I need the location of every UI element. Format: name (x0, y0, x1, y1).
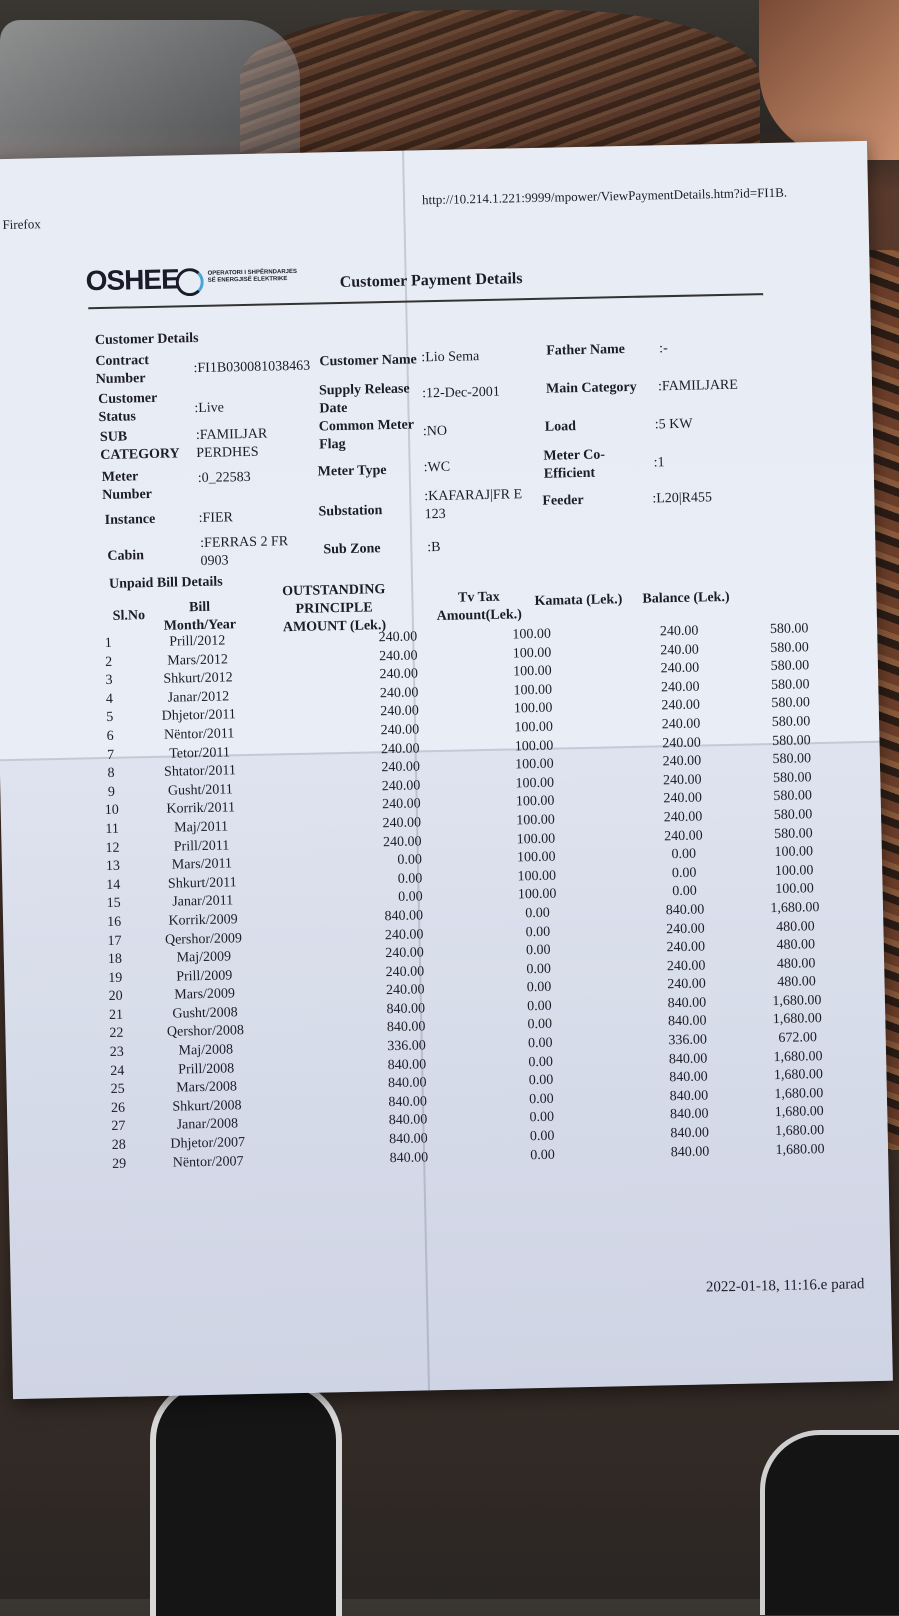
row-balance: 580.00 (772, 751, 812, 768)
row-outstanding: 240.00 (378, 629, 418, 646)
row-kamata: 840.00 (669, 1069, 708, 1086)
row-kamata: 840.00 (668, 1051, 708, 1067)
meter-number-value: :0_22583 (197, 469, 251, 487)
row-kamata: 840.00 (665, 902, 705, 919)
row-slno: 28 (111, 1137, 126, 1153)
row-slno: 2 (105, 654, 113, 670)
row-balance: 1,680.00 (773, 1067, 824, 1084)
row-month: Janar/2012 (167, 689, 230, 706)
row-tvtax: 100.00 (516, 831, 556, 847)
row-outstanding: 240.00 (380, 740, 420, 757)
row-balance: 480.00 (776, 955, 816, 972)
row-slno: 18 (107, 951, 123, 968)
row-slno: 25 (110, 1081, 125, 1098)
row-tvtax: 0.00 (527, 1017, 553, 1033)
row-kamata: 240.00 (667, 976, 706, 993)
supply-release-value: :12-Dec-2001 (421, 384, 501, 402)
load-value: :5 KW (654, 416, 693, 433)
row-slno: 26 (110, 1100, 126, 1116)
row-kamata: 240.00 (660, 679, 700, 696)
load-label: Load (544, 419, 577, 435)
row-month: Maj/2008 (178, 1042, 234, 1059)
row-month: Korrik/2011 (166, 800, 236, 818)
row-outstanding: 240.00 (379, 666, 419, 683)
row-tvtax: 0.00 (527, 998, 552, 1015)
customer-status-value: :Live (194, 400, 225, 417)
customer-name-label: Customer Name (319, 352, 417, 370)
row-slno: 3 (105, 673, 113, 689)
row-slno: 14 (106, 877, 121, 893)
print-timestamp: 2022-01-18, 11:16.e parad (705, 1276, 865, 1296)
background-shoe-left (150, 1380, 342, 1616)
row-kamata: 240.00 (666, 939, 706, 956)
row-month: Mars/2009 (174, 986, 236, 1003)
row-balance: 580.00 (771, 714, 811, 731)
row-balance: 1,680.00 (772, 1011, 822, 1028)
row-kamata: 0.00 (671, 846, 697, 863)
row-month: Mars/2012 (167, 652, 229, 669)
row-balance: 580.00 (774, 825, 813, 842)
row-balance: 1,680.00 (775, 1141, 825, 1158)
row-month: Dhjetor/2007 (170, 1135, 246, 1152)
row-month: Mars/2011 (171, 856, 233, 873)
row-tvtax: 0.00 (525, 924, 551, 940)
row-month: Shkurt/2012 (163, 670, 233, 687)
row-kamata: 336.00 (668, 1032, 708, 1049)
col-header-outstanding: OUTSTANDING PRINCIPLE AMOUNT (Lek.) (281, 582, 387, 636)
row-kamata: 240.00 (662, 772, 702, 789)
row-balance: 1,680.00 (773, 1048, 823, 1065)
row-outstanding: 240.00 (381, 778, 421, 794)
row-slno: 27 (111, 1119, 126, 1135)
row-tvtax: 0.00 (526, 979, 552, 996)
row-outstanding: 840.00 (387, 1075, 427, 1092)
row-slno: 21 (108, 1007, 124, 1023)
row-balance: 1,680.00 (774, 1085, 824, 1102)
row-tvtax: 0.00 (525, 905, 550, 922)
father-name-value: :- (659, 341, 668, 357)
unpaid-bill-heading: Unpaid Bill Details (108, 574, 223, 592)
row-outstanding: 840.00 (389, 1149, 429, 1166)
row-slno: 9 (107, 784, 116, 800)
row-month: Qershor/2009 (164, 930, 243, 948)
row-outstanding: 240.00 (385, 964, 425, 980)
row-balance: 580.00 (770, 677, 810, 693)
row-balance: 480.00 (777, 974, 816, 991)
row-month: Prill/2011 (173, 837, 230, 855)
row-kamata: 240.00 (664, 828, 703, 844)
row-slno: 11 (105, 821, 120, 837)
row-outstanding: 240.00 (382, 815, 422, 832)
row-kamata: 840.00 (669, 1088, 709, 1105)
row-month: Korrik/2009 (168, 912, 238, 929)
row-month: Prill/2012 (169, 633, 226, 650)
row-kamata: 840.00 (667, 995, 707, 1012)
row-kamata: 240.00 (665, 920, 705, 937)
row-tvtax: 0.00 (529, 1128, 555, 1145)
meter-type-label: Meter Type (317, 463, 387, 480)
row-outstanding: 840.00 (389, 1131, 428, 1148)
row-outstanding: 0.00 (398, 889, 423, 906)
row-month: Gusht/2011 (167, 782, 233, 799)
row-month: Prill/2009 (176, 968, 233, 985)
row-outstanding: 240.00 (384, 926, 424, 943)
row-outstanding: 840.00 (384, 908, 424, 925)
row-month: Dhjetor/2011 (161, 707, 237, 725)
row-slno: 6 (106, 728, 114, 744)
row-tvtax: 100.00 (515, 756, 554, 773)
row-month: Shtator/2011 (163, 763, 237, 780)
row-kamata: 240.00 (659, 623, 699, 640)
col-header-month: Bill Month/Year (163, 599, 237, 634)
row-slno: 12 (105, 840, 120, 856)
row-tvtax: 100.00 (513, 682, 553, 699)
row-kamata: 240.00 (662, 735, 701, 751)
row-slno: 1 (104, 635, 112, 651)
row-kamata: 240.00 (661, 716, 701, 733)
row-balance: 580.00 (771, 695, 811, 712)
row-outstanding: 240.00 (378, 648, 418, 664)
background-shoe-right (760, 1430, 899, 1615)
row-slno: 13 (105, 858, 121, 875)
row-balance: 1,680.00 (774, 1104, 824, 1121)
row-slno: 29 (112, 1156, 127, 1172)
row-kamata: 240.00 (661, 697, 701, 714)
sub-zone-label: Sub Zone (323, 541, 381, 558)
row-outstanding: 840.00 (386, 1019, 426, 1036)
row-balance: 100.00 (775, 881, 814, 898)
common-meter-value: :NO (422, 423, 448, 440)
col-header-balance: Balance (Lek.) (642, 589, 730, 607)
logo-mark-icon (175, 268, 204, 297)
row-kamata: 0.00 (671, 865, 697, 881)
col-header-slno: Sl.No (112, 608, 146, 624)
row-month: Qershor/2008 (166, 1023, 245, 1041)
col-header-kamata: Kamata (Lek.) (534, 592, 623, 609)
row-slno: 4 (105, 691, 114, 707)
instance-label: Instance (104, 511, 156, 528)
customer-status-label: Customer Status (98, 390, 158, 426)
logo-text: OSHEE (85, 263, 180, 297)
row-tvtax: 0.00 (529, 1091, 554, 1108)
row-slno: 22 (109, 1026, 124, 1042)
feeder-label: Feeder (542, 492, 584, 509)
meter-number-label: Meter Number (101, 469, 153, 504)
sub-zone-value: :B (427, 539, 441, 556)
row-outstanding: 240.00 (382, 833, 422, 850)
row-month: Tetor/2011 (169, 744, 231, 762)
meter-coefficient-value: :1 (653, 455, 665, 471)
row-month: Maj/2011 (174, 819, 229, 836)
row-tvtax: 0.00 (526, 961, 552, 977)
main-category-value: :FAMILJARE (657, 377, 739, 395)
row-month: Maj/2009 (176, 949, 232, 966)
page-url: http://10.214.1.221:9999/mpower/ViewPaymentDetails.htm?id=FI1B. (421, 184, 788, 208)
row-month: Nëntor/2007 (172, 1153, 244, 1171)
row-slno: 24 (110, 1063, 125, 1079)
row-month: Shkurt/2008 (172, 1098, 242, 1115)
row-balance: 480.00 (776, 937, 816, 954)
row-outstanding: 240.00 (381, 759, 421, 776)
row-outstanding: 240.00 (380, 703, 419, 720)
row-kamata: 240.00 (666, 958, 706, 974)
row-outstanding: 840.00 (386, 1001, 426, 1018)
row-tvtax: 100.00 (515, 775, 555, 792)
row-tvtax: 100.00 (515, 793, 555, 810)
sub-category-label: SUB CATEGORY (99, 429, 180, 464)
father-name-label: Father Name (546, 342, 626, 359)
row-balance: 580.00 (769, 621, 809, 638)
meter-coefficient-label: Meter Co-Efficient (543, 447, 606, 482)
row-tvtax: 100.00 (513, 701, 553, 717)
row-kamata: 240.00 (663, 790, 703, 807)
row-balance: 580.00 (770, 639, 809, 656)
feeder-value: :L20|R455 (652, 490, 713, 507)
row-balance: 580.00 (772, 769, 812, 786)
row-outstanding: 0.00 (397, 871, 423, 887)
row-tvtax: 100.00 (512, 626, 552, 643)
row-outstanding: 240.00 (380, 722, 420, 739)
row-tvtax: 0.00 (530, 1147, 555, 1163)
row-outstanding: 840.00 (388, 1094, 428, 1110)
row-tvtax: 0.00 (528, 1072, 554, 1089)
sub-category-value: :FAMILJAR PERDHES (195, 426, 268, 462)
row-slno: 15 (106, 896, 121, 912)
row-month: Shkurt/2011 (167, 875, 237, 892)
main-category-label: Main Category (545, 379, 637, 397)
row-slno: 10 (104, 803, 119, 819)
unpaid-bills-table (79, 620, 855, 1175)
common-meter-label: Common Meter Flag (318, 417, 414, 453)
row-kamata: 240.00 (660, 660, 700, 677)
row-kamata: 840.00 (670, 1125, 710, 1142)
row-kamata: 240.00 (660, 642, 699, 658)
row-slno: 5 (106, 710, 114, 726)
printed-page (0, 141, 893, 1399)
row-balance: 580.00 (770, 658, 810, 675)
row-slno: 16 (106, 914, 122, 930)
meter-type-value: :WC (423, 459, 451, 476)
row-balance: 672.00 (778, 1030, 818, 1047)
row-balance: 580.00 (773, 807, 813, 823)
row-slno: 20 (108, 988, 123, 1005)
row-month: Janar/2011 (172, 893, 234, 910)
background-hand (759, 0, 899, 160)
row-balance: 1,680.00 (772, 992, 822, 1009)
contract-number-value: :FI1B030081038463 (193, 358, 311, 377)
substation-value: :KAFARAJ|FR E 123 (424, 487, 523, 523)
row-month: Gusht/2008 (172, 1005, 238, 1022)
browser-label: Firefox (2, 216, 41, 233)
customer-name-value: :Lio Sema (421, 349, 480, 366)
row-kamata: 840.00 (667, 1013, 707, 1030)
row-slno: 8 (107, 765, 115, 782)
row-month: Mars/2008 (176, 1079, 238, 1096)
row-balance: 100.00 (774, 862, 814, 879)
row-tvtax: 100.00 (513, 663, 552, 680)
row-tvtax: 100.00 (516, 849, 556, 866)
row-month: Janar/2008 (176, 1116, 239, 1134)
row-outstanding: 0.00 (397, 852, 423, 869)
row-outstanding: 840.00 (387, 1057, 427, 1073)
row-tvtax: 0.00 (529, 1110, 555, 1126)
row-outstanding: 240.00 (385, 945, 424, 962)
supply-release-label: Supply Release Date (318, 381, 410, 417)
contract-number-label: Contract Number (95, 353, 150, 388)
row-balance: 1,680.00 (774, 1123, 825, 1140)
row-balance: 580.00 (772, 732, 811, 749)
row-month: Prill/2008 (178, 1061, 235, 1078)
logo-tagline: OPERATORI I SHPËRNDARJES SË ENERGJISË ELEKTRIKE (207, 268, 298, 284)
row-slno: 23 (109, 1044, 124, 1061)
row-kamata: 840.00 (669, 1106, 709, 1123)
instance-value: :FIER (198, 510, 234, 526)
row-kamata: 840.00 (670, 1144, 710, 1160)
row-outstanding: 240.00 (382, 796, 421, 813)
row-balance: 100.00 (774, 844, 814, 861)
row-outstanding: 240.00 (385, 982, 425, 999)
row-tvtax: 100.00 (514, 719, 554, 736)
row-tvtax: 100.00 (512, 645, 552, 662)
row-slno: 7 (106, 747, 115, 763)
row-tvtax: 100.00 (517, 868, 557, 885)
row-tvtax: 100.00 (516, 812, 555, 829)
row-tvtax: 0.00 (527, 1035, 553, 1052)
col-header-tvtax: Tv Tax Amount(Lek.) (436, 589, 523, 625)
row-tvtax: 0.00 (525, 942, 551, 959)
substation-label: Substation (318, 503, 383, 520)
row-kamata: 0.00 (672, 883, 698, 900)
row-balance: 480.00 (775, 918, 815, 935)
row-kamata: 240.00 (662, 753, 702, 770)
row-outstanding: 840.00 (388, 1112, 428, 1129)
customer-details-heading: Customer Details (94, 330, 199, 349)
page-title: Customer Payment Details (339, 270, 523, 291)
cabin-value: :FERRAS 2 FR 0903 (200, 534, 289, 569)
row-outstanding: 240.00 (379, 685, 419, 702)
row-tvtax: 100.00 (517, 886, 557, 903)
row-tvtax: 100.00 (514, 738, 554, 754)
row-tvtax: 0.00 (528, 1054, 554, 1070)
row-balance: 580.00 (773, 788, 813, 805)
row-slno: 19 (108, 970, 123, 986)
row-slno: 17 (107, 933, 122, 949)
row-outstanding: 336.00 (387, 1038, 426, 1055)
row-month: Nëntor/2011 (163, 726, 235, 743)
row-balance: 1,680.00 (770, 899, 820, 917)
cabin-label: Cabin (107, 548, 145, 564)
row-kamata: 240.00 (663, 809, 703, 826)
